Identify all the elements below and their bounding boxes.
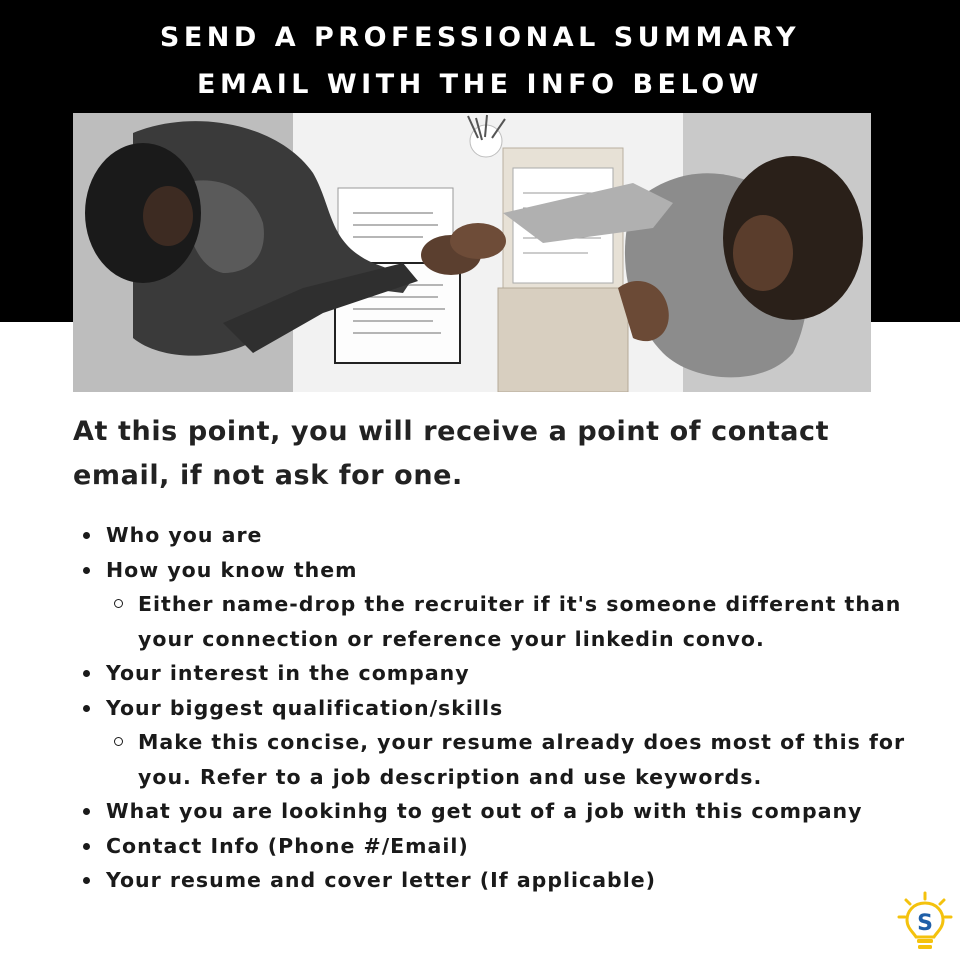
list-item-text: What you are lookinhg to get out of a job with this company bbox=[106, 799, 863, 823]
sub-list-item bbox=[106, 725, 933, 794]
list-item bbox=[73, 863, 933, 898]
lead-line-2: email, if not ask for one. bbox=[73, 460, 463, 491]
logo-letter: S bbox=[917, 911, 933, 936]
list-item bbox=[73, 691, 933, 795]
list-item bbox=[73, 829, 933, 864]
list-item bbox=[73, 518, 933, 553]
list-item-text: Your interest in the company bbox=[106, 661, 470, 685]
sub-list bbox=[106, 725, 933, 794]
list-item-text: Your biggest qualification/skills bbox=[106, 695, 504, 720]
sub-list-item bbox=[106, 587, 933, 656]
handshake-photo bbox=[73, 113, 871, 392]
title-line-1: SEND A PROFESSIONAL SUMMARY bbox=[159, 22, 801, 53]
lead-paragraph bbox=[73, 410, 893, 498]
list-item bbox=[73, 656, 933, 691]
lead-line-1: At this point, you will receive a point of contact bbox=[73, 416, 830, 447]
list-item-text: Contact Info (Phone #/Email) bbox=[106, 833, 469, 858]
checklist bbox=[73, 518, 933, 898]
list-item-text: How you know them bbox=[106, 557, 358, 582]
list-item-text: Your resume and cover letter (If applicable) bbox=[106, 868, 657, 892]
title-line-2: EMAIL WITH THE INFO BELOW bbox=[197, 69, 763, 100]
list-item bbox=[73, 553, 933, 657]
page-title bbox=[0, 14, 960, 108]
lightbulb-logo-icon bbox=[896, 890, 954, 954]
list-item-text: Who you are bbox=[106, 523, 263, 547]
sub-list-item-text: Make this concise, your resume already does most of this for you. Refer to a job description and use keywords. bbox=[138, 730, 906, 789]
list-item bbox=[73, 794, 933, 829]
sub-list-item-text: Either name-drop the recruiter if it's someone different than your connection or reference your linkedin convo. bbox=[138, 592, 902, 651]
sub-list bbox=[106, 587, 933, 656]
